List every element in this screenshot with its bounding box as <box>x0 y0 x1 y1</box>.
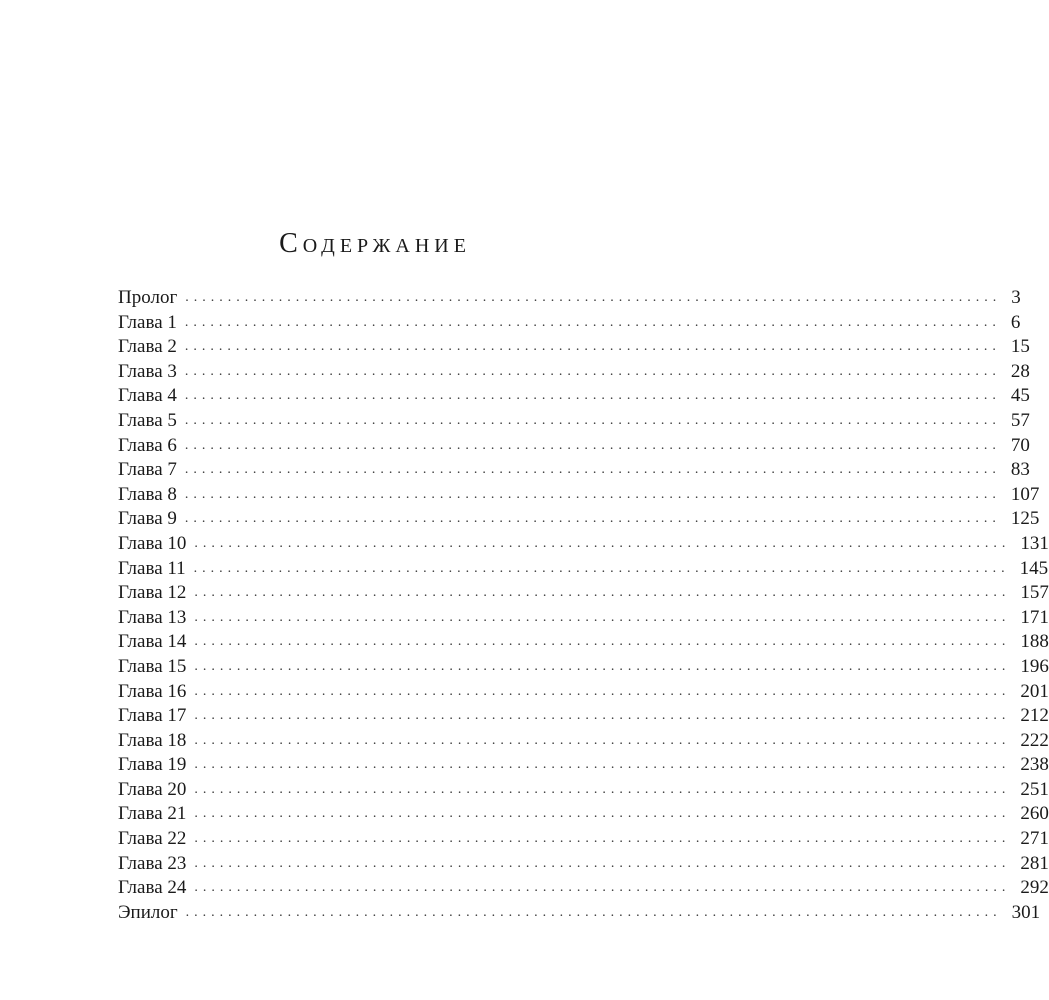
toc-entry[interactable] <box>118 802 1049 827</box>
toc-entry-label: Глава 10 <box>118 532 187 554</box>
dot-leader: ................................................................................................ <box>194 732 1011 748</box>
toc-entry-page-number: 83 <box>1010 459 1030 481</box>
toc-entry[interactable] <box>118 483 1040 508</box>
toc-entry-label: Глава 9 <box>118 508 177 530</box>
dot-leader: ................................................................................................ <box>194 757 1011 773</box>
dot-leader: ................................................................................................ <box>184 314 1001 330</box>
toc-entry-page-number: 222 <box>1020 729 1049 751</box>
dot-leader: ................................................................................................ <box>184 511 1001 527</box>
toc-entry[interactable] <box>118 507 1040 532</box>
dot-leader: ................................................................................................ <box>194 708 1011 724</box>
dot-leader: ................................................................................................ <box>194 831 1011 847</box>
toc-entry-page-number: 45 <box>1010 385 1030 407</box>
toc-entry-label: Глава 4 <box>118 385 177 407</box>
toc-entry-page-number: 201 <box>1020 680 1049 702</box>
toc-entry-label: Глава 6 <box>118 434 177 456</box>
toc-entry-label: Глава 12 <box>118 582 187 604</box>
toc-entry-page-number: 271 <box>1020 828 1049 850</box>
toc-entry-label: Глава 11 <box>118 557 186 579</box>
toc-entry-label: Глава 7 <box>118 459 177 481</box>
toc-entry-page-number: 6 <box>1010 311 1021 333</box>
toc-entry-label: Глава 21 <box>118 803 187 825</box>
toc-entry[interactable] <box>118 655 1049 680</box>
dot-leader: ................................................................................................ <box>194 806 1011 822</box>
toc-entry-label: Глава 19 <box>118 754 187 776</box>
dot-leader: ................................................................................................ <box>194 781 1011 797</box>
toc-entry-label: Глава 1 <box>118 311 177 333</box>
dot-leader: ................................................................................................ <box>185 904 1002 920</box>
toc-entry[interactable] <box>118 335 1030 360</box>
toc-entry[interactable] <box>118 360 1030 385</box>
toc-entry[interactable] <box>118 606 1049 631</box>
toc-entry[interactable] <box>118 901 1041 926</box>
dot-leader: ................................................................................................ <box>184 462 1001 478</box>
dot-leader: ................................................................................................ <box>194 585 1011 601</box>
toc-entry-label: Глава 8 <box>118 483 177 505</box>
toc-entry-label: Пролог <box>118 287 178 308</box>
toc-entry[interactable] <box>118 532 1049 557</box>
toc-entry-page-number: 251 <box>1020 778 1049 800</box>
toc-entry-label: Глава 17 <box>118 705 187 727</box>
toc-entry[interactable] <box>118 384 1030 409</box>
toc-entry[interactable] <box>118 409 1030 434</box>
toc-entry[interactable] <box>118 778 1049 803</box>
dot-leader: ................................................................................................ <box>194 683 1011 699</box>
toc-entry[interactable] <box>118 311 1021 336</box>
toc-entry-page-number: 125 <box>1010 508 1040 530</box>
toc-entry[interactable] <box>118 557 1049 582</box>
dot-leader: ................................................................................................ <box>194 609 1011 625</box>
toc-entry-page-number: 301 <box>1011 901 1041 923</box>
toc-entry-label: Глава 5 <box>118 409 177 431</box>
dot-leader: ................................................................................................ <box>184 486 1001 502</box>
toc-entry-label: Глава 16 <box>118 680 187 702</box>
dot-leader: ................................................................................................ <box>184 437 1001 453</box>
toc-entry-page-number: 281 <box>1020 852 1049 874</box>
dot-leader: ................................................................................................ <box>184 412 1001 428</box>
dot-leader: ................................................................................................ <box>184 363 1001 379</box>
toc-title: Содержание <box>279 228 471 259</box>
toc-entry-label: Глава 3 <box>118 360 177 382</box>
toc-entry[interactable] <box>118 286 1021 311</box>
toc-entry[interactable] <box>118 827 1049 852</box>
toc-list <box>118 286 1049 925</box>
toc-entry-page-number: 157 <box>1020 582 1049 604</box>
toc-entry-page-number: 57 <box>1010 409 1030 431</box>
toc-entry-label: Глава 24 <box>118 877 187 899</box>
dot-leader: ................................................................................................ <box>194 535 1011 551</box>
toc-entry[interactable] <box>118 753 1049 778</box>
dot-leader: ................................................................................................ <box>194 658 1011 674</box>
toc-entry-page-number: 196 <box>1020 655 1049 677</box>
toc-entry[interactable] <box>118 704 1049 729</box>
toc-entry-label: Глава 15 <box>118 655 187 677</box>
toc-entry[interactable] <box>118 581 1049 606</box>
toc-entry-page-number: 3 <box>1011 287 1021 308</box>
dot-leader: ................................................................................................ <box>184 339 1001 355</box>
dot-leader: ................................................................................................ <box>193 560 1010 576</box>
dot-leader: ................................................................................................ <box>185 290 1002 305</box>
toc-entry-page-number: 15 <box>1010 336 1030 358</box>
toc-entry-page-number: 131 <box>1020 532 1049 554</box>
toc-entry-page-number: 145 <box>1019 557 1049 579</box>
toc-entry-page-number: 188 <box>1020 631 1049 653</box>
toc-entry[interactable] <box>118 630 1049 655</box>
dot-leader: ................................................................................................ <box>194 634 1011 650</box>
toc-entry[interactable] <box>118 852 1049 877</box>
toc-entry-page-number: 107 <box>1010 483 1040 505</box>
dot-leader: ................................................................................................ <box>194 880 1011 896</box>
toc-entry-page-number: 28 <box>1010 360 1030 382</box>
toc-entry[interactable] <box>118 729 1049 754</box>
toc-entry[interactable] <box>118 680 1049 705</box>
toc-entry-label: Глава 23 <box>118 852 187 874</box>
toc-entry-page-number: 212 <box>1020 705 1049 727</box>
toc-entry-label: Эпилог <box>118 901 178 923</box>
dot-leader: ................................................................................................ <box>194 855 1011 871</box>
toc-entry-label: Глава 2 <box>118 336 177 358</box>
toc-entry-page-number: 238 <box>1020 754 1049 776</box>
toc-entry-label: Глава 22 <box>118 828 187 850</box>
toc-entry-page-number: 171 <box>1020 606 1049 628</box>
toc-entry-page-number: 70 <box>1010 434 1030 456</box>
toc-entry-label: Глава 18 <box>118 729 187 751</box>
dot-leader: ................................................................................................ <box>184 388 1001 404</box>
toc-entry-label: Глава 20 <box>118 778 187 800</box>
toc-entry[interactable] <box>118 434 1030 459</box>
toc-entry-label: Глава 13 <box>118 606 187 628</box>
toc-entry[interactable] <box>118 876 1049 901</box>
toc-entry-page-number: 260 <box>1020 803 1049 825</box>
toc-entry-page-number: 292 <box>1020 877 1049 899</box>
toc-entry[interactable] <box>118 458 1030 483</box>
toc-entry-label: Глава 14 <box>118 631 187 653</box>
